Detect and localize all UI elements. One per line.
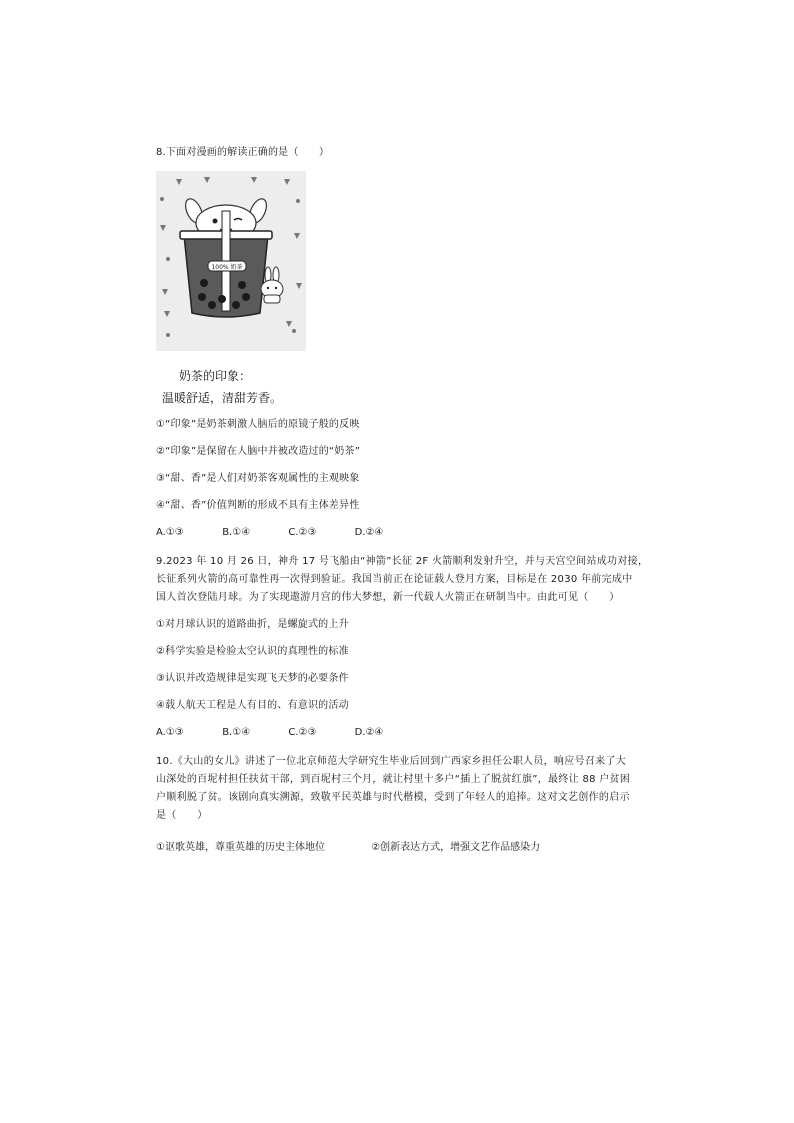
q10-item-1: ①讴歌英雄，尊重英雄的历史主体地位 — [156, 842, 325, 853]
q8-item-2: ②“印象”是保留在人脑中并被改造过的“奶茶” — [156, 446, 361, 457]
q9-item-4: ④载人航天工程是人有目的、有意识的活动 — [156, 700, 349, 711]
q9-choice-d: D.②④ — [354, 727, 384, 738]
q8-choice-a: A.①③ — [156, 527, 184, 538]
q9-stem — [156, 553, 652, 607]
q9-stem-line-2: 长征系列火箭的高可靠性再一次得到验证。我国当前正在论证载人登月方案，目标是在 2030 年前完成中 — [156, 574, 633, 585]
q10-items — [156, 838, 540, 853]
q8-choice-c: C.②③ — [288, 527, 317, 538]
q10-stem — [156, 753, 652, 825]
q10-stem-line-1: 10.《大山的女儿》讲述了一位北京师范大学研究生毕业后回到广西家乡担任公职人员，响应号召来了大 — [156, 756, 627, 767]
q9-choice-b: B.①④ — [222, 727, 251, 738]
q8-item-4: ④“甜、香”价值判断的形成不具有主体差异性 — [156, 500, 360, 511]
q8-stem: 8.下面对漫画的解读正确的是（ ） — [156, 147, 330, 158]
q8-item-1: ①“印象”是奶茶刺激人脑后的原镜子般的反映 — [156, 419, 360, 430]
q9-item-1: ①对月球认识的道路曲折，是螺旋式的上升 — [156, 619, 349, 630]
q8-choices — [156, 527, 383, 538]
q8-item-3: ③“甜、香”是人们对奶茶客观属性的主观映象 — [156, 473, 360, 484]
q9-stem-line-3: 国人首次登陆月球。为了实现遨游月宫的伟大梦想，新一代载人火箭正在研制当中。由此可见（ ） — [156, 592, 620, 603]
q10-item-2: ②创新表达方式，增强文艺作品感染力 — [371, 842, 541, 853]
q9-item-2: ②科学实验是检验太空认识的真理性的标准 — [156, 646, 349, 657]
q8-choice-d: D.②④ — [354, 527, 384, 538]
q10-stem-line-3: 户顺利脱了贫。该剧向真实溯源，致敬平民英雄与时代楷模，受到了年轻人的追捧。这对文艺创作的启示 — [156, 792, 630, 803]
cup-label: 100% 奶茶 — [211, 264, 243, 271]
q9-choices — [156, 727, 383, 738]
q9-stem-line-1: 9.2023 年 10 月 26 日，神舟 17 号飞船由“神箭”长征 2F 火箭顺利发射升空，并与天宫空间站成功对接， — [156, 556, 649, 567]
cartoon-caption-line2: 温暖舒适，清甜芳香。 — [162, 391, 283, 405]
q10-stem-line-2: 山深处的百坭村担任扶贫干部，到百坭村三个月，就让村里十多户“插上了脱贫红旗”，最终让 88 户贫困 — [156, 774, 631, 785]
q9-choice-a: A.①③ — [156, 727, 184, 738]
cartoon-caption-line1: 奶茶的印象： — [179, 369, 252, 383]
q10-stem-line-4: 是（ ） — [156, 810, 208, 821]
q8-choice-b: B.①④ — [222, 527, 251, 538]
milk-tea-cartoon — [156, 171, 306, 351]
q9-item-3: ③认识并改造规律是实现飞天梦的必要条件 — [156, 673, 349, 684]
q9-choice-c: C.②③ — [288, 727, 317, 738]
